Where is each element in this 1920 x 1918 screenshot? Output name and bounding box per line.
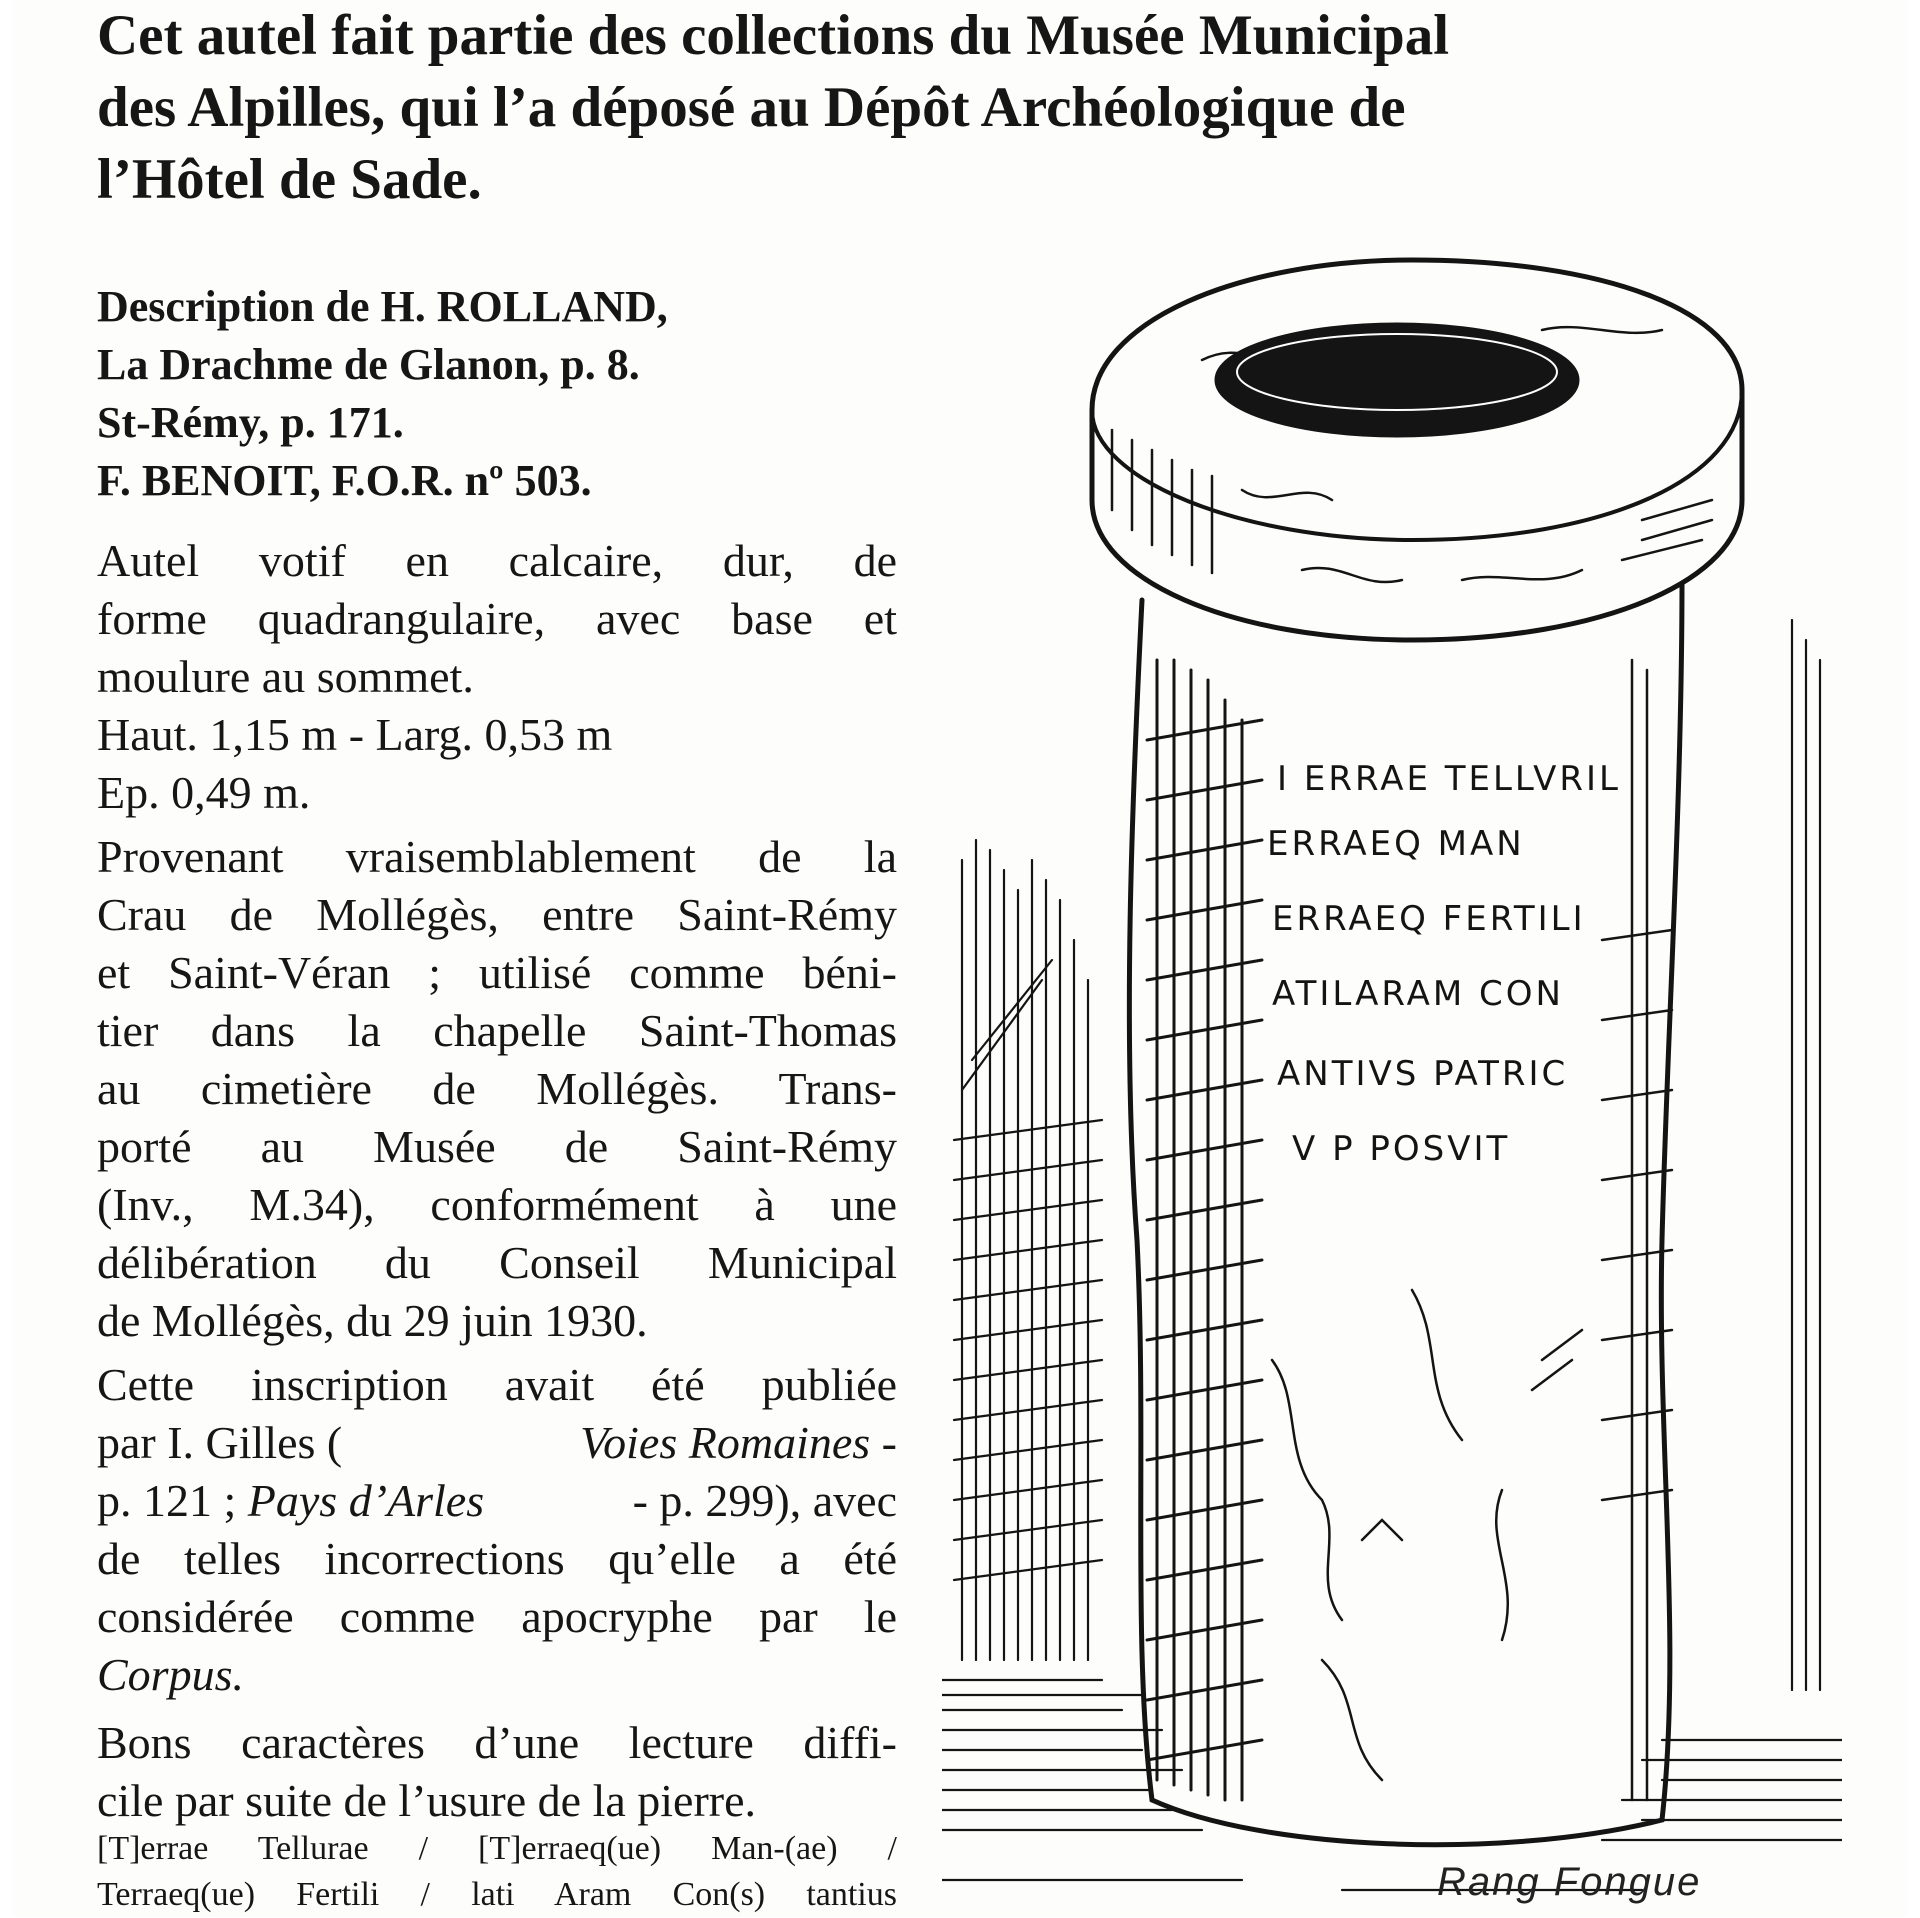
inscription-line: ATILARAM CON xyxy=(1272,974,1564,1014)
description-line: moulure au sommet. xyxy=(97,651,474,702)
heading-line: des Alpilles, qui l’a déposé au Dépôt Archéologique de xyxy=(97,76,1406,139)
provenance-line: au cimetière de Mollégès. Trans- xyxy=(97,1063,897,1114)
publication-line: Cette inscription avait été publiée xyxy=(97,1359,897,1410)
background-hatching xyxy=(942,620,1842,1890)
description-line: forme quadrangulaire, avec base et xyxy=(97,593,897,644)
provenance-line: porté au Musée de Saint-Rémy xyxy=(97,1121,897,1172)
document-page xyxy=(12,0,1908,1917)
transcription-text xyxy=(97,1826,897,1918)
publication-line: considérée comme apocryphe par le xyxy=(97,1591,897,1642)
provenance-line: tier dans la chapelle Saint-Thomas xyxy=(97,1005,897,1056)
publication-line: par I. Gilles ( Voies Romaines - xyxy=(97,1414,897,1472)
bibliographic-references xyxy=(97,278,897,510)
provenance-line: (Inv., M.34), conformément à une xyxy=(97,1179,897,1230)
reference-line: F. BENOIT, F.O.R. nº 503. xyxy=(97,456,592,505)
heading-line: Cet autel fait partie des collections du Musée Municipal xyxy=(97,4,1450,67)
basin-opening xyxy=(1217,325,1577,435)
publication-line: p. 121 ; Pays d’Arles - p. 299), avec xyxy=(97,1472,897,1530)
inscription-line: ERRAEQ FERTILI xyxy=(1272,899,1586,939)
publication-line xyxy=(97,1646,897,1704)
artist-signature: Rang Fongue xyxy=(1437,1860,1702,1904)
inscription-line: V P POSVIT xyxy=(1292,1129,1511,1169)
altar-illustration xyxy=(942,240,1842,1917)
publication-line: de telles incorrections qu’elle a été xyxy=(97,1533,897,1584)
characters-line: cile par suite de l’usure de la pierre. xyxy=(97,1775,757,1826)
inscription-line: I ERRAE TELLVRIL xyxy=(1277,759,1621,799)
title-corpus: Corpus. xyxy=(97,1649,244,1700)
provenance-line: délibération du Conseil Municipal xyxy=(97,1237,897,1288)
heading-line: l’Hôtel de Sade. xyxy=(97,148,482,211)
title-pays-darles: Pays d’Arles xyxy=(247,1475,485,1526)
provenance-line: de Mollégès, du 29 juin 1930. xyxy=(97,1295,648,1346)
inscription-line: ERRAEQ MAN xyxy=(1267,824,1525,864)
provenance-line: Crau de Mollégès, entre Saint-Rémy xyxy=(97,889,897,940)
description-text xyxy=(97,532,897,1830)
altar-capital xyxy=(1092,260,1742,640)
title-voies-romaines: Voies Romaines xyxy=(580,1417,871,1468)
dimensions-line: Ep. 0,49 m. xyxy=(97,767,311,818)
transcription-line: [T]errae Tellurae / [T]erraeq(ue) Man-(ae) / xyxy=(97,1830,897,1867)
transcription-line: Terraeq(ue) Fertili / lati Aram Con(s) tantius xyxy=(97,1876,897,1913)
reference-line: La Drachme de Glanon, p. 8. xyxy=(97,340,640,389)
provenance-line: et Saint-Véran ; utilisé comme béni- xyxy=(97,947,897,998)
page-heading xyxy=(97,0,1817,216)
provenance-line: Provenant vraisemblablement de la xyxy=(97,831,897,882)
reference-line: St-Rémy, p. 171. xyxy=(97,398,404,447)
description-line: Autel votif en calcaire, dur, de xyxy=(97,535,897,586)
inscription-line: ANTIVS PATRIC xyxy=(1277,1054,1569,1094)
dimensions-line: Haut. 1,15 m - Larg. 0,53 m xyxy=(97,709,613,760)
reference-line: Description de H. ROLLAND, xyxy=(97,282,668,331)
characters-line: Bons caractères d’une lecture diffi- xyxy=(97,1717,897,1768)
